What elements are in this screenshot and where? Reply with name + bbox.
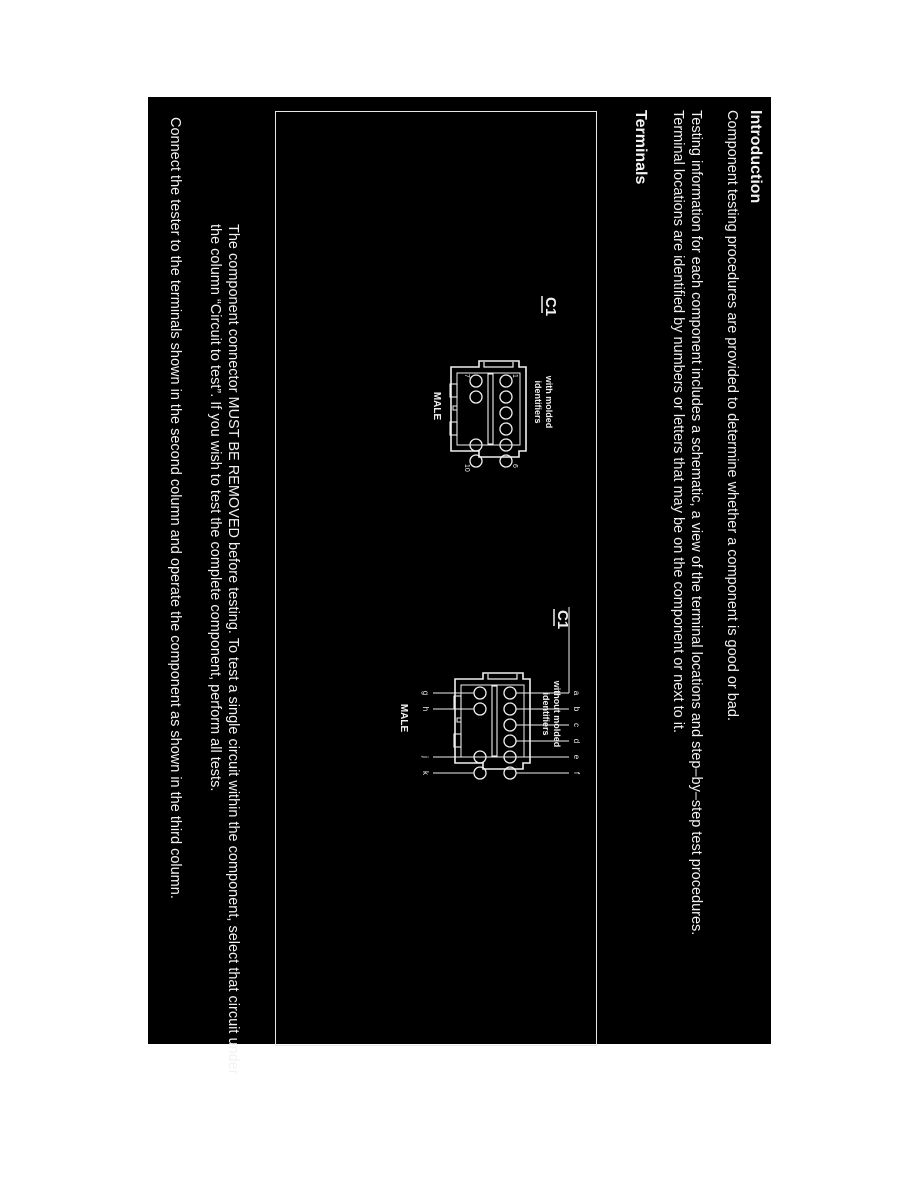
connector-label-right: C1 — [554, 610, 571, 630]
letter-f: f — [572, 771, 581, 775]
letter-g: g — [421, 690, 430, 696]
terminal-letters-bottom — [421, 691, 430, 776]
caption-right-2: identifiers — [541, 692, 551, 736]
terminal-pins-right — [474, 687, 516, 779]
intro-paragraph-1: Component testing procedures are provided to determine whether a component is good or bad. — [724, 110, 740, 721]
leader-lines — [433, 607, 569, 773]
caption-left-2: identifiers — [533, 380, 543, 424]
pin-number-1: 1 — [511, 374, 518, 378]
footer-paragraph-1: The component connector MUST BE REMOVED before testing. To test a single circuit within the component, select that circuit under — [225, 224, 241, 1075]
letter-k: k — [421, 771, 430, 775]
letter-j: j — [421, 756, 430, 758]
connector-diagram — [277, 112, 596, 1044]
footer-paragraph-3: Connect the tester to the terminals shown in the second column and operate the component as shown in the third column. — [167, 117, 183, 899]
connector-label-left: C1 — [542, 297, 559, 317]
letter-b: b — [572, 706, 581, 712]
letter-e: e — [572, 754, 581, 760]
connector-with-molded-identifiers — [431, 296, 559, 472]
intro-heading: Introduction — [747, 110, 764, 204]
pin-number-7: 7 — [463, 374, 470, 378]
rotated-content — [148, 97, 771, 1075]
letter-c: c — [572, 723, 581, 727]
caption-right-1: without molded — [552, 680, 562, 748]
gender-label-right: MALE — [398, 703, 409, 733]
pin-number-10: 10 — [463, 464, 470, 472]
connector-without-molded-identifiers — [398, 607, 581, 779]
letter-d: d — [572, 738, 581, 744]
gender-label-left: MALE — [431, 391, 442, 421]
pin-number-6: 6 — [511, 464, 518, 468]
intro-paragraph-2: Testing information for each component includes a schematic, a view of the terminal locations and step–by–step test procedures. — [688, 110, 704, 936]
letter-h: h — [421, 706, 430, 712]
terminal-letters-top — [572, 691, 581, 775]
letter-a: a — [572, 690, 581, 696]
terminals-heading: Terminals — [632, 110, 649, 185]
caption-left-1: with molded — [544, 375, 554, 429]
intro-paragraph-3: Terminal locations are identified by numbers or letters that may be on the component or next to it. — [670, 110, 686, 734]
footer-paragraph-2: the column “Circuit to test”. If you wish to test the complete component, perform all tests. — [207, 224, 223, 792]
terminals-diagram-box — [275, 111, 597, 1046]
terminal-pins-left — [470, 375, 512, 467]
document-page — [148, 97, 771, 1075]
